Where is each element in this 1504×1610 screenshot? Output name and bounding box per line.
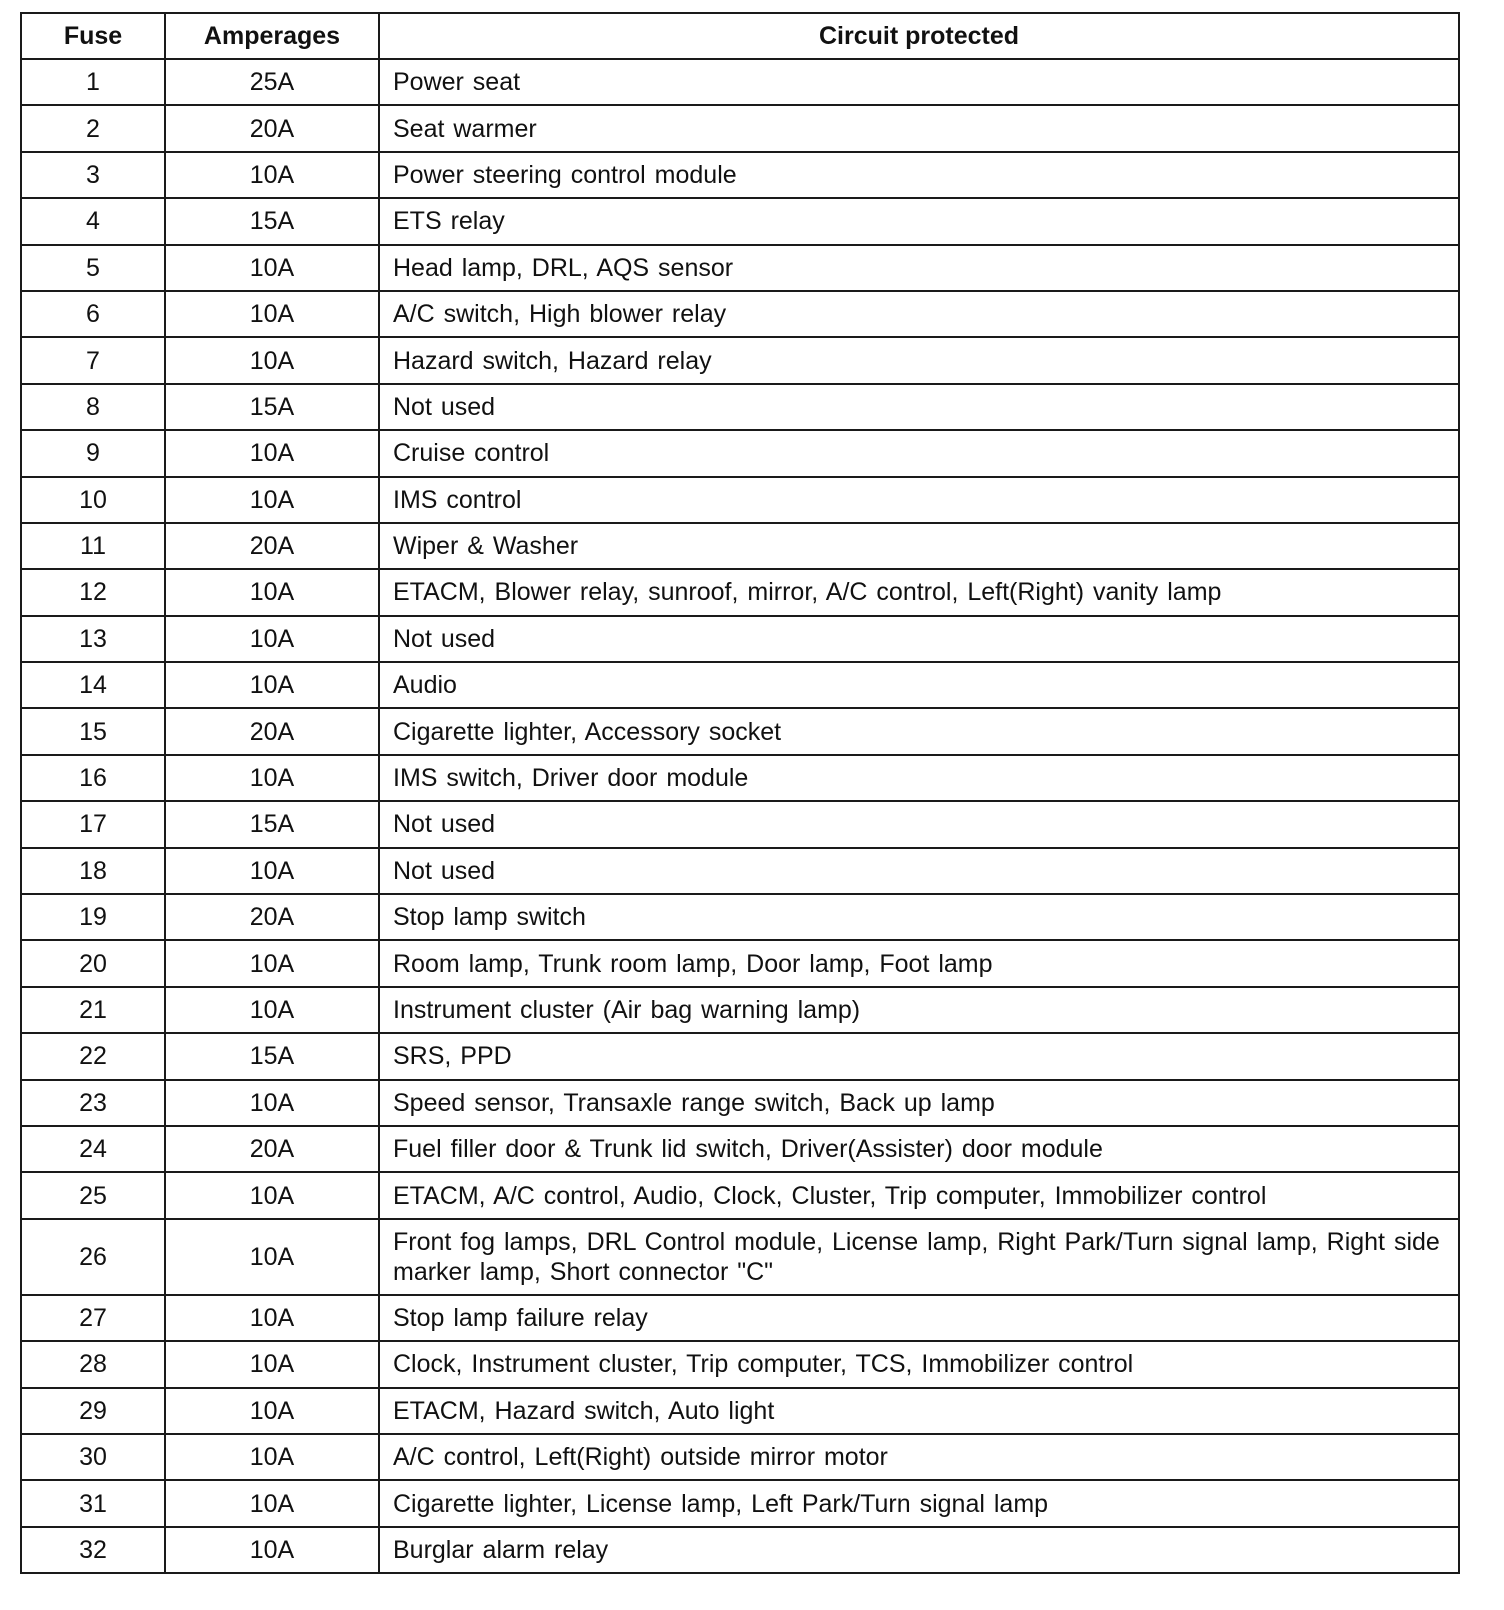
fuse-number-cell: 28 [21,1341,165,1387]
table-row [21,1219,1459,1295]
amperage-cell: 20A [165,1126,379,1172]
fuse-number-cell: 6 [21,291,165,337]
amperage-cell: 20A [165,523,379,569]
fuse-number-cell: 27 [21,1295,165,1341]
circuit-cell: ETACM, Hazard switch, Auto light [379,1388,1459,1434]
circuit-cell: Hazard switch, Hazard relay [379,337,1459,383]
table-row [21,477,1459,523]
amperage-cell: 10A [165,755,379,801]
table-row [21,1388,1459,1434]
fuse-number-cell: 10 [21,477,165,523]
fuse-number-cell: 13 [21,616,165,662]
fuse-number-cell: 1 [21,59,165,105]
circuit-cell: Clock, Instrument cluster, Trip computer, TCS, Immobilizer control [379,1341,1459,1387]
circuit-cell: Cigarette lighter, Accessory socket [379,708,1459,754]
circuit-cell: Cruise control [379,430,1459,476]
fuse-number-cell: 11 [21,523,165,569]
fuse-number-cell: 3 [21,152,165,198]
amperage-cell: 10A [165,337,379,383]
fuse-number-cell: 29 [21,1388,165,1434]
circuit-cell: Wiper & Washer [379,523,1459,569]
fuse-number-cell: 23 [21,1080,165,1126]
fuse-number-cell: 25 [21,1172,165,1218]
circuit-cell: Front fog lamps, DRL Control module, License lamp, Right Park/Turn signal lamp, Right side marker lamp, Short connector "C" [379,1219,1459,1295]
fuse-number-cell: 17 [21,801,165,847]
fuse-number-cell: 9 [21,430,165,476]
table-row [21,198,1459,244]
fuse-number-cell: 5 [21,245,165,291]
amperage-cell: 15A [165,801,379,847]
fuse-number-cell: 30 [21,1434,165,1480]
table-row [21,1480,1459,1526]
fuse-number-cell: 20 [21,940,165,986]
fuse-number-cell: 8 [21,384,165,430]
circuit-cell: Instrument cluster (Air bag warning lamp) [379,987,1459,1033]
amperage-cell: 10A [165,152,379,198]
circuit-cell: Room lamp, Trunk room lamp, Door lamp, Foot lamp [379,940,1459,986]
table-row [21,708,1459,754]
amperage-cell: 20A [165,105,379,151]
amperage-cell: 20A [165,708,379,754]
amperage-cell: 10A [165,616,379,662]
amperage-cell: 10A [165,1172,379,1218]
header-row [21,13,1459,59]
table-row [21,1080,1459,1126]
circuit-cell: ETS relay [379,198,1459,244]
circuit-cell: Cigarette lighter, License lamp, Left Park/Turn signal lamp [379,1480,1459,1526]
circuit-cell: Speed sensor, Transaxle range switch, Back up lamp [379,1080,1459,1126]
fuse-number-cell: 26 [21,1219,165,1295]
table-row [21,384,1459,430]
circuit-cell: Power steering control module [379,152,1459,198]
amperage-cell: 10A [165,1341,379,1387]
amperage-cell: 10A [165,1527,379,1573]
circuit-cell: Not used [379,616,1459,662]
circuit-cell: Not used [379,384,1459,430]
fuse-number-cell: 7 [21,337,165,383]
table-row [21,245,1459,291]
circuit-cell: Not used [379,801,1459,847]
table-row [21,152,1459,198]
table-row [21,1172,1459,1218]
circuit-cell: Burglar alarm relay [379,1527,1459,1573]
table-row [21,662,1459,708]
table-row [21,1126,1459,1172]
table-row [21,291,1459,337]
table-row [21,1295,1459,1341]
amperage-cell: 15A [165,198,379,244]
amperage-cell: 10A [165,940,379,986]
header-circuit: Circuit protected [379,13,1459,59]
circuit-cell: ETACM, A/C control, Audio, Clock, Cluster, Trip computer, Immobilizer control [379,1172,1459,1218]
amperage-cell: 10A [165,848,379,894]
fuse-number-cell: 12 [21,569,165,615]
fuse-table [20,12,1460,1574]
amperage-cell: 10A [165,987,379,1033]
fuse-number-cell: 16 [21,755,165,801]
header-fuse: Fuse [21,13,165,59]
fuse-number-cell: 31 [21,1480,165,1526]
table-row [21,1434,1459,1480]
amperage-cell: 10A [165,1480,379,1526]
amperage-cell: 10A [165,569,379,615]
table-row [21,894,1459,940]
fuse-number-cell: 21 [21,987,165,1033]
amperage-cell: 10A [165,477,379,523]
circuit-cell: Stop lamp failure relay [379,1295,1459,1341]
table-row [21,801,1459,847]
circuit-cell: A/C switch, High blower relay [379,291,1459,337]
table-row [21,755,1459,801]
fuse-number-cell: 32 [21,1527,165,1573]
fuse-number-cell: 14 [21,662,165,708]
table-row [21,1341,1459,1387]
fuse-number-cell: 4 [21,198,165,244]
circuit-cell: IMS control [379,477,1459,523]
fuse-number-cell: 2 [21,105,165,151]
amperage-cell: 10A [165,1295,379,1341]
amperage-cell: 25A [165,59,379,105]
fuse-number-cell: 19 [21,894,165,940]
table-header [21,13,1459,59]
table-body [21,59,1459,1573]
circuit-cell: SRS, PPD [379,1033,1459,1079]
table-row [21,848,1459,894]
amperage-cell: 10A [165,291,379,337]
circuit-cell: A/C control, Left(Right) outside mirror motor [379,1434,1459,1480]
circuit-cell: Power seat [379,59,1459,105]
circuit-cell: Audio [379,662,1459,708]
circuit-cell: Head lamp, DRL, AQS sensor [379,245,1459,291]
table-row [21,105,1459,151]
amperage-cell: 10A [165,1080,379,1126]
table-row [21,616,1459,662]
header-amperage: Amperages [165,13,379,59]
amperage-cell: 15A [165,384,379,430]
table-row [21,569,1459,615]
table-row [21,1033,1459,1079]
fuse-number-cell: 24 [21,1126,165,1172]
table-row [21,430,1459,476]
fuse-number-cell: 22 [21,1033,165,1079]
amperage-cell: 10A [165,1388,379,1434]
table-row [21,1527,1459,1573]
circuit-cell: ETACM, Blower relay, sunroof, mirror, A/C control, Left(Right) vanity lamp [379,569,1459,615]
amperage-cell: 10A [165,245,379,291]
fuse-number-cell: 18 [21,848,165,894]
amperage-cell: 10A [165,430,379,476]
table-row [21,940,1459,986]
amperage-cell: 10A [165,1434,379,1480]
amperage-cell: 10A [165,1219,379,1295]
table-row [21,337,1459,383]
amperage-cell: 15A [165,1033,379,1079]
table-row [21,987,1459,1033]
table-row [21,523,1459,569]
fuse-number-cell: 15 [21,708,165,754]
table-row [21,59,1459,105]
circuit-cell: Stop lamp switch [379,894,1459,940]
circuit-cell: Fuel filler door & Trunk lid switch, Driver(Assister) door module [379,1126,1459,1172]
circuit-cell: Not used [379,848,1459,894]
circuit-cell: IMS switch, Driver door module [379,755,1459,801]
amperage-cell: 10A [165,662,379,708]
amperage-cell: 20A [165,894,379,940]
circuit-cell: Seat warmer [379,105,1459,151]
